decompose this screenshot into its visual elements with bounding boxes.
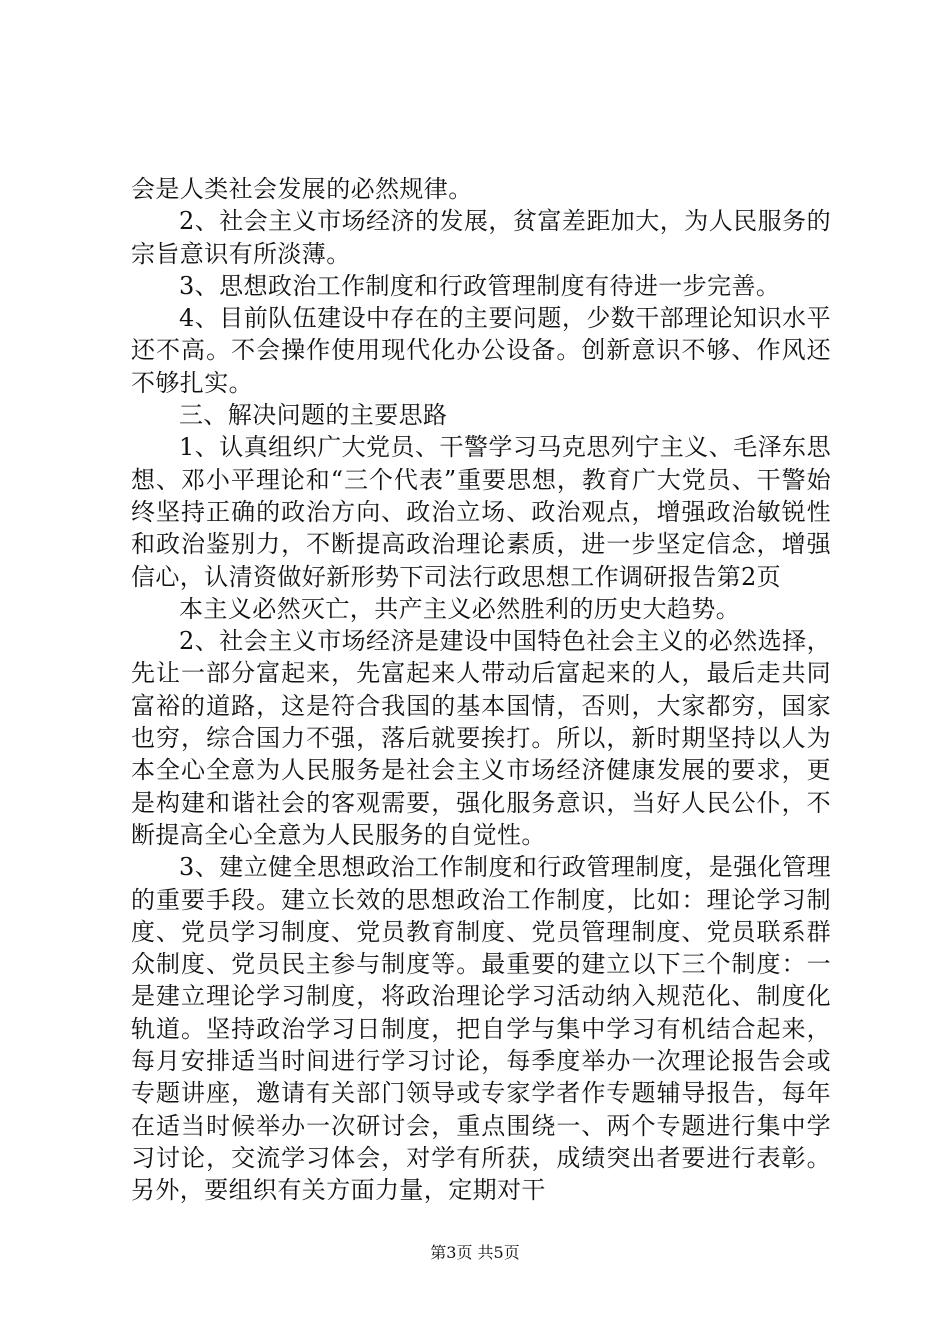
paragraph: 4、目前队伍建设中存在的主要问题，少数干部理论知识水平还不高。不会操作使用现代化办公设备。创新意识不够、作风还不够扎实。 (131, 304, 831, 397)
paragraph: 3、建立健全思想政治工作制度和行政管理制度，是强化管理的重要手段。建立长效的思想政治工作制度，比如：理论学习制度、党员学习制度、党员教育制度、党员管理制度、党员联系群众制度、党员民主参与制度等。最重要的建立以下三个制度：一是建立理论学习制度，将政治理论学习活动纳入规范化、制度化轨道。坚持政治学习日制度，把自学与集中学习有机结合起来，每月安排适当时间进行学习讨论，每季度举办一次理论报告会或专题讲座，邀请有关部门领导或专家学者作专题辅导报告，每年在适当时候举办一次研讨会，重点围绕一、两个专题进行集中学习讨论，交流学习体会，对学有所获，成绩突出者要进行表彰。另外，要组织有关方面力量，定期对干 (131, 853, 831, 1205)
section-heading: 三、解决问题的主要思路 (179, 401, 448, 430)
paragraph: 2、社会主义市场经济的发展，贫富差距加大，为人民服务的宗旨意识有所淡薄。 (131, 207, 831, 268)
paragraph: 会是人类社会发展的必然规律。 (131, 175, 473, 203)
paragraph: 3、思想政治工作制度和行政管理制度有待进一步完善。 (179, 271, 781, 300)
page-footer: 第3页 共5页 (430, 1243, 520, 1262)
paragraph: 1、认真组织广大党员、干警学习马克思列宁主义、毛泽东思想、邓小平理论和“三个代表”重要思想，教育广大党员、干警始终坚持正确的政治方向、政治立场、政治观点，增强政治敏锐性和政治鉴别力，不断提高政治理论素质，进一步坚定信念，增强信心，认清资做好新形势下司法行政思想工作调研报告第2页 (131, 433, 831, 591)
paragraph: 本主义必然灭亡，共产主义必然胜利的历史大趋势。 (179, 594, 741, 623)
paragraph: 2、社会主义市场经济是建设中国特色社会主义的必然选择，先让一部分富起来，先富起来人带动后富起来的人，最后走共同富裕的道路，这是符合我国的基本国情，否则，大家都穷，国家也穷，综合国力不强，落后就要挨打。所以，新时期坚持以人为本全心全意为人民服务是社会主义市场经济健康发展的要求，更是构建和谐社会的客观需要，强化服务意识，当好人民公仆，不断提高全心全意为人民服务的自觉性。 (131, 627, 831, 849)
document-body (131, 173, 831, 1207)
